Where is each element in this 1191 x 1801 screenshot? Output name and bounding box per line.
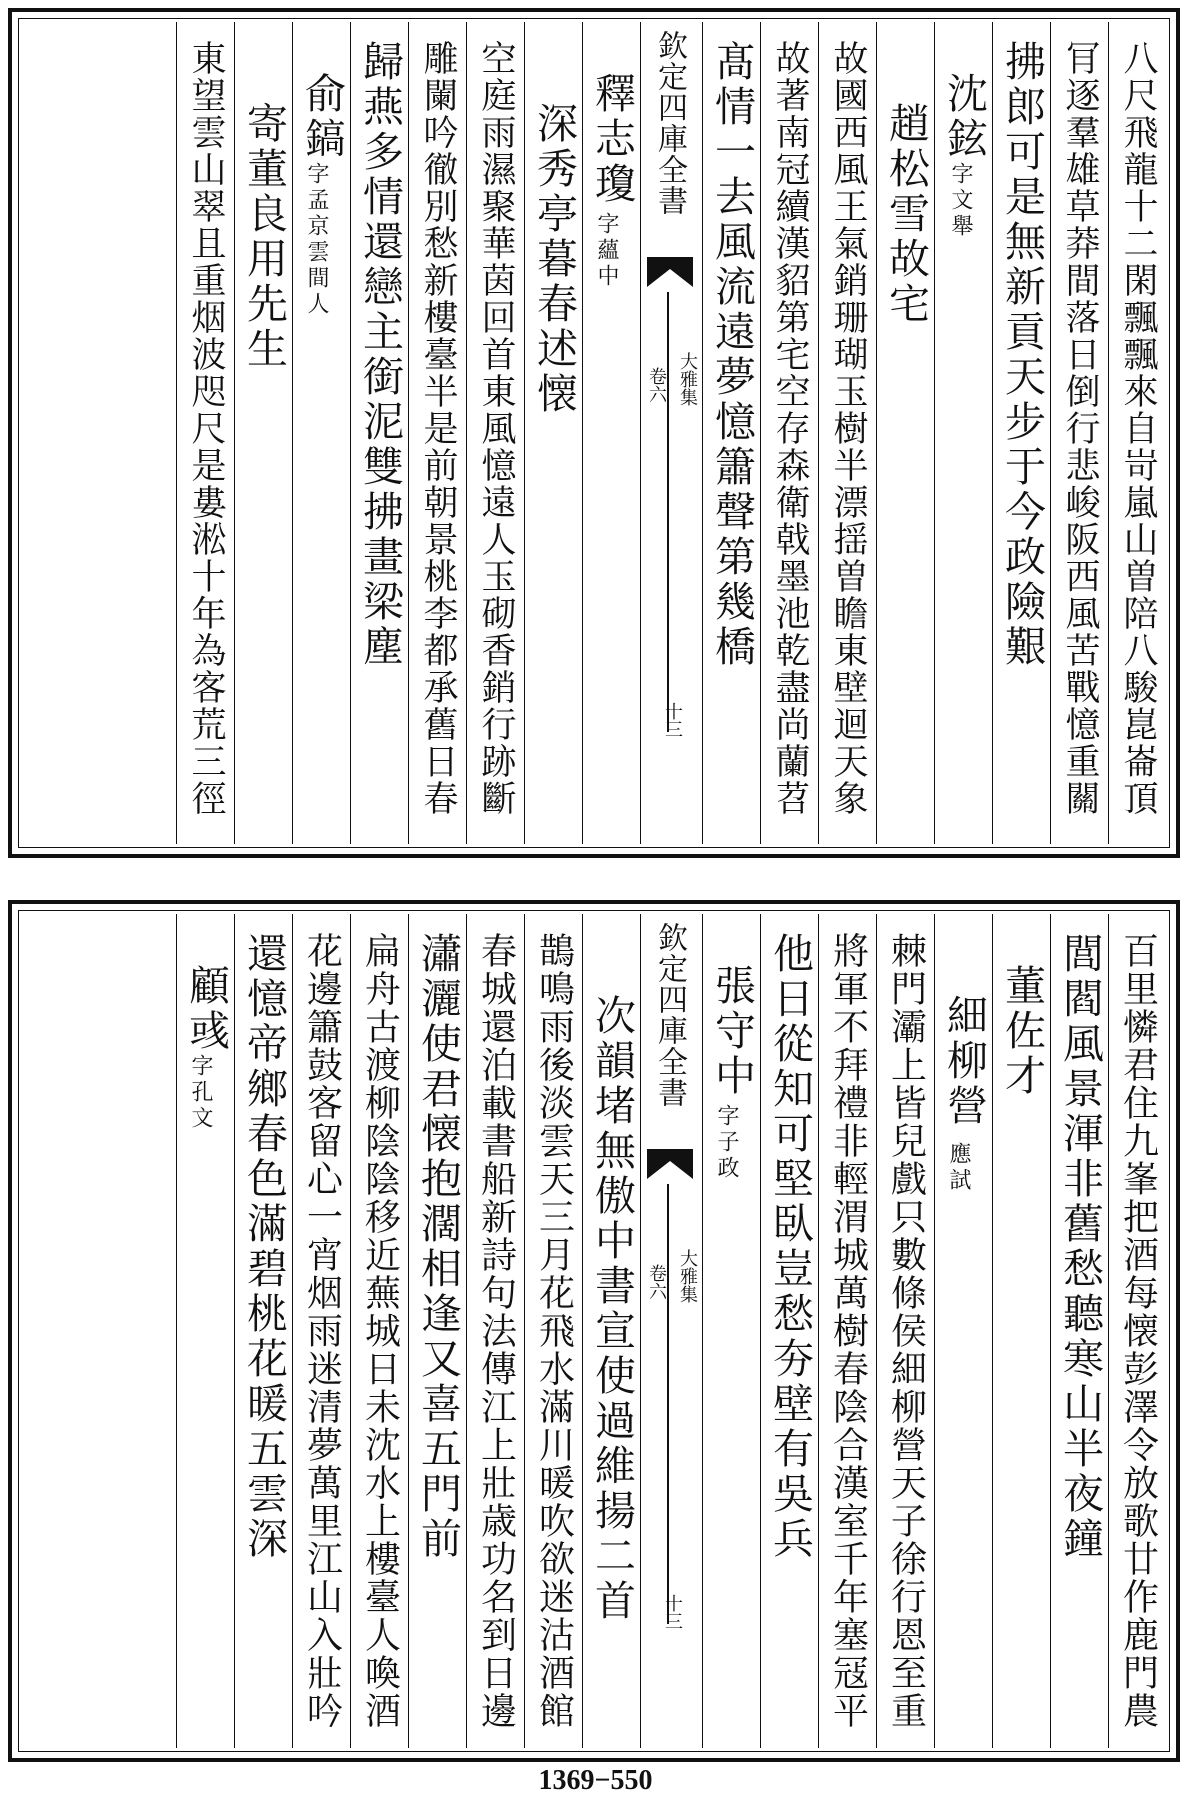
center-fold — [640, 914, 702, 1748]
juan-name: 大雅集 — [677, 352, 698, 406]
page-number: 十三 — [662, 1594, 683, 1630]
author-note: 字蘊中 — [594, 212, 619, 290]
fishtail-mark — [647, 257, 693, 287]
column — [760, 22, 818, 844]
book-title: 欽定四庫全書 — [652, 30, 687, 216]
poem-line: 春城還泊載書船新詩句法傳江上壯歳功名到日邊 — [475, 932, 517, 1730]
author-note: 字文舉 — [948, 162, 973, 240]
column — [466, 914, 524, 1748]
catalog-number: 1369−550 — [538, 1765, 653, 1796]
author-name: 俞鎬 — [298, 72, 346, 162]
poem-line: 八尺飛龍十二閑飄飄來自岢嵐山曽陪八駿崑崙頂 — [1118, 40, 1158, 817]
author-note: 字子政 — [714, 1104, 739, 1182]
poem-line: 扁舟古渡柳陰陰移近蕪城日未沈水上樓臺人喚酒 — [359, 932, 401, 1730]
juan-number: 卷六 — [646, 1264, 667, 1300]
author-name: 董佐才 — [998, 964, 1046, 1099]
column — [466, 22, 524, 844]
column — [524, 914, 582, 1748]
poem-title: 次韻堵無傲中書宣使過維揚二首 — [588, 994, 636, 1624]
column — [992, 22, 1050, 844]
blank-margin — [22, 22, 176, 844]
column — [176, 914, 234, 1748]
fold-line — [667, 292, 669, 732]
column — [292, 22, 350, 844]
poem-line: 故國西風王氣銷珊瑚玉樹半漂揺曽瞻東壁迴天象 — [828, 40, 868, 817]
poem-line: 髙情一去風流遠夢憶簫聲第幾橋 — [708, 40, 756, 670]
poem-line: 拂郎可是無新貢天步于今政險艱 — [998, 40, 1046, 670]
column — [702, 22, 760, 844]
author-note: 應試 — [946, 1142, 971, 1194]
poem-line: 肎逐羣雄草莽間落日倒行悲峻阪西風苦戰憶重關 — [1060, 40, 1100, 817]
column — [1108, 914, 1166, 1748]
column — [1050, 914, 1108, 1748]
column — [234, 914, 292, 1748]
poem-line: 雕闌吟徹別愁新樓臺半是前朝景桃李都承舊日春 — [418, 40, 458, 817]
column — [702, 914, 760, 1748]
column — [876, 914, 934, 1748]
column — [176, 22, 234, 844]
poem-line: 他日從知可堅臥豈愁夯壁有吳兵 — [766, 932, 814, 1562]
column — [934, 22, 992, 844]
poem-line: 花邊簫鼓客留心一宵烟雨迷清夢萬里江山入壯吟 — [301, 932, 343, 1730]
column — [350, 914, 408, 1748]
book-title: 欽定四庫全書 — [652, 922, 687, 1108]
juan-number: 卷六 — [646, 367, 667, 403]
column — [582, 22, 640, 844]
poem-line: 故著南冠續漢貂第宅空存森衛戟墨池乾盡尚蘭苕 — [770, 40, 810, 817]
column — [818, 22, 876, 844]
author-note: 字孔文 — [188, 1054, 213, 1132]
poem-line: 東望雲山翠且重烟波咫尺是婁淞十年為客荒三徑 — [186, 40, 226, 817]
column — [934, 914, 992, 1748]
column — [408, 914, 466, 1748]
poem-line: 棘門灞上皆兒戲只數條侯細柳營天子徐行恩至重 — [885, 932, 927, 1730]
poem-line: 百里憐君住九峯把酒每懐彭澤令放歌廿作鹿門農 — [1117, 932, 1159, 1730]
bottom-page-columns — [22, 914, 1166, 1748]
author-name: 沈鉉 — [940, 72, 988, 162]
blank-margin — [22, 914, 176, 1748]
poem-line: 將軍不拜禮非輕渭城萬樹春陰合漢室千年塞冦平 — [827, 932, 869, 1730]
poem-title: 寄董良用先生 — [240, 102, 288, 372]
poem-line: 瀟灑使君懐抱濶相逢又喜五門前 — [414, 932, 462, 1562]
column — [582, 914, 640, 1748]
juan-name: 大雅集 — [677, 1249, 698, 1303]
center-fold — [640, 22, 702, 844]
column — [760, 914, 818, 1748]
poem-title: 細柳營 — [940, 994, 988, 1129]
column — [1108, 22, 1166, 844]
bottom-page — [8, 900, 1180, 1762]
column — [524, 22, 582, 844]
author-name: 張守中 — [708, 964, 756, 1099]
column — [818, 914, 876, 1748]
top-page — [8, 8, 1180, 858]
column — [876, 22, 934, 844]
author-name: 顧彧 — [182, 964, 230, 1054]
column — [234, 22, 292, 844]
column — [1050, 22, 1108, 844]
author-note: 字孟京雲間人 — [304, 162, 329, 318]
column — [292, 914, 350, 1748]
column — [408, 22, 466, 844]
poem-line: 歸燕多情還戀主銜泥雙拂畫梁塵 — [356, 40, 404, 670]
author-name: 釋志瓊 — [588, 72, 636, 207]
fold-line — [667, 1184, 669, 1624]
column — [350, 22, 408, 844]
poem-line: 還憶帝鄉春色滿碧桃花暖五雲深 — [240, 932, 288, 1562]
top-page-columns — [22, 22, 1166, 844]
poem-line: 空庭雨濕聚華茵回首東風憶遠人玉砌香銷行跡斷 — [476, 40, 516, 817]
fishtail-mark — [647, 1149, 693, 1179]
column — [992, 914, 1050, 1748]
poem-title: 深秀亭暮春述懐 — [530, 102, 578, 417]
page-number: 十三 — [662, 702, 683, 738]
poem-line: 閭閻風景渾非舊愁聽寒山半夜鐘 — [1056, 932, 1104, 1562]
poem-line: 鵲鳴雨後淡雲天三月花飛水滿川暖吹欲迷沽酒館 — [533, 932, 575, 1730]
poem-title: 趙松雪故宅 — [882, 102, 930, 327]
